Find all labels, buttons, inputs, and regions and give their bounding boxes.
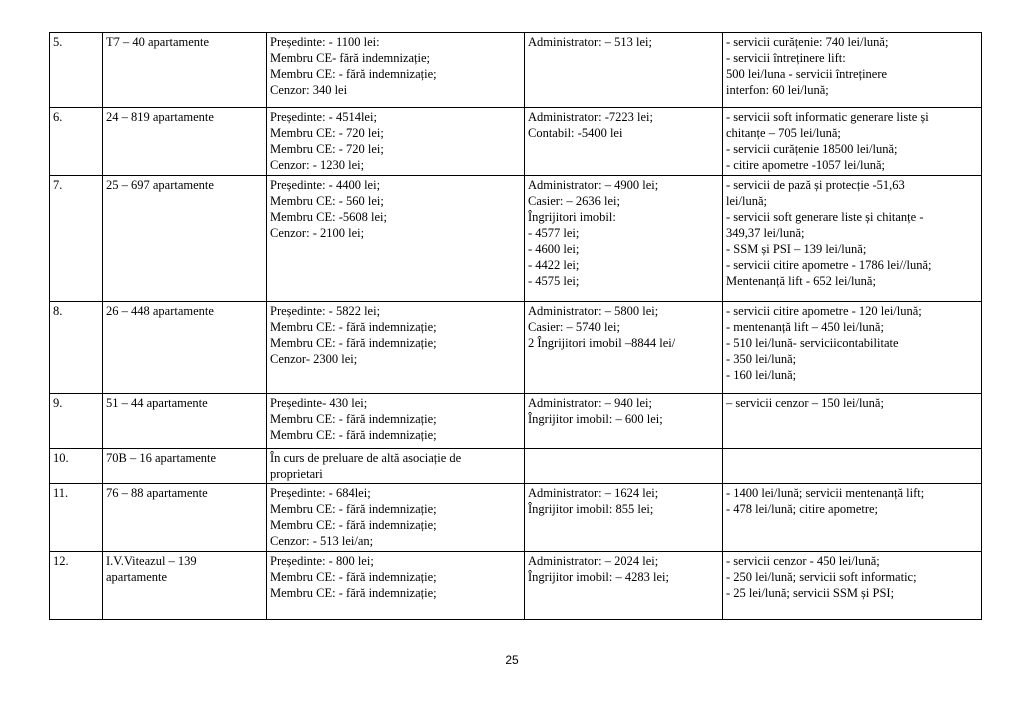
building-line: T7 – 40 apartamente xyxy=(106,35,210,49)
services-line: - 25 lei/lună; servicii SSM și PSI; xyxy=(726,586,895,600)
services-line: interfon: 60 lei/lună; xyxy=(726,83,829,97)
staff-line: - 4422 lei; xyxy=(528,258,580,272)
association-expenses-table xyxy=(49,32,982,620)
committee-cell xyxy=(267,33,525,108)
committee-line: Membru CE: - fără indemnizație; xyxy=(270,502,437,516)
committee-cell xyxy=(267,176,525,302)
staff-line: Îngrijitori imobil: xyxy=(528,210,616,224)
staff-cell xyxy=(525,302,723,394)
services-line: - servicii cenzor - 450 lei/lună; xyxy=(726,554,880,568)
building-cell xyxy=(103,176,267,302)
staff-line: Administrator: – 5800 lei; xyxy=(528,304,659,318)
row-number: 10. xyxy=(53,451,69,465)
services-line: - mentenanță lift – 450 lei/lună; xyxy=(726,320,884,334)
committee-line: Președinte: - 684lei; xyxy=(270,486,371,500)
table-row xyxy=(50,484,982,552)
building-line: 51 – 44 apartamente xyxy=(106,396,208,410)
table-row xyxy=(50,552,982,620)
row-number-cell xyxy=(50,552,103,620)
services-cell xyxy=(723,108,982,176)
staff-cell xyxy=(525,449,723,484)
building-line: 70B – 16 apartamente xyxy=(106,451,217,465)
services-line: 500 lei/luna - servicii întreținere xyxy=(726,67,888,81)
committee-line: Președinte- 430 lei; xyxy=(270,396,368,410)
staff-line: 2 Îngrijitori imobil –8844 lei/ xyxy=(528,336,676,350)
row-number-cell xyxy=(50,302,103,394)
staff-cell xyxy=(525,484,723,552)
services-line: - servicii citire apometre - 1786 lei//lună; xyxy=(726,258,932,272)
row-number: 6. xyxy=(53,110,63,124)
committee-line: Membru CE: - 720 lei; xyxy=(270,126,384,140)
staff-cell xyxy=(525,394,723,449)
building-cell xyxy=(103,394,267,449)
building-line: 26 – 448 apartamente xyxy=(106,304,214,318)
building-cell xyxy=(103,108,267,176)
committee-line: Membru CE: - fără indemnizație; xyxy=(270,67,437,81)
services-line: - 160 lei/lună; xyxy=(726,368,797,382)
services-line: lei/lună; xyxy=(726,194,767,208)
committee-line: În curs de preluare de altă asociație de xyxy=(270,451,462,465)
committee-line: proprietari xyxy=(270,467,323,481)
committee-line: Cenzor: 340 lei xyxy=(270,83,348,97)
committee-line: Membru CE: - fără indemnizație; xyxy=(270,570,437,584)
staff-line: Administrator: – 2024 lei; xyxy=(528,554,659,568)
building-line: I.V.Viteazul – 139 xyxy=(106,554,197,568)
row-number: 9. xyxy=(53,396,63,410)
building-cell xyxy=(103,484,267,552)
row-number: 11. xyxy=(53,486,69,500)
committee-line: Membru CE: - 560 lei; xyxy=(270,194,384,208)
staff-line: Îngrijitor imobil: 855 lei; xyxy=(528,502,654,516)
committee-line: Președinte: - 5822 lei; xyxy=(270,304,381,318)
services-line: - servicii curățenie 18500 lei/lună; xyxy=(726,142,898,156)
services-line: - servicii citire apometre - 120 lei/lună; xyxy=(726,304,922,318)
committee-line: Membru CE: - 720 lei; xyxy=(270,142,384,156)
services-cell xyxy=(723,302,982,394)
building-cell xyxy=(103,33,267,108)
committee-line: Cenzor: - 513 lei/an; xyxy=(270,534,374,548)
building-cell xyxy=(103,449,267,484)
row-number: 8. xyxy=(53,304,63,318)
committee-cell xyxy=(267,484,525,552)
table-row xyxy=(50,449,982,484)
committee-line: Președinte: - 4514lei; xyxy=(270,110,377,124)
staff-line: - 4577 lei; xyxy=(528,226,580,240)
building-line: 24 – 819 apartamente xyxy=(106,110,214,124)
table-row xyxy=(50,176,982,302)
table-row xyxy=(50,33,982,108)
committee-line: Membru CE: -5608 lei; xyxy=(270,210,387,224)
building-line: 25 – 697 apartamente xyxy=(106,178,214,192)
services-line: Mentenanță lift - 652 lei/lună; xyxy=(726,274,876,288)
staff-line: - 4600 lei; xyxy=(528,242,580,256)
services-line: - servicii întreținere lift: xyxy=(726,51,846,65)
table-row xyxy=(50,302,982,394)
services-line: - SSM și PSI – 139 lei/lună; xyxy=(726,242,867,256)
building-cell xyxy=(103,552,267,620)
services-line: - servicii de pază și protecție -51,63 xyxy=(726,178,905,192)
table-row xyxy=(50,108,982,176)
services-line: – servicii cenzor – 150 lei/lună; xyxy=(726,396,884,410)
committee-line: Membru CE: - fără indemnizație; xyxy=(270,518,437,532)
row-number: 7. xyxy=(53,178,63,192)
services-line: chitanțe – 705 lei/lună; xyxy=(726,126,841,140)
staff-cell xyxy=(525,552,723,620)
staff-line: Casier: – 5740 lei; xyxy=(528,320,620,334)
committee-cell xyxy=(267,394,525,449)
staff-line: Casier: – 2636 lei; xyxy=(528,194,620,208)
staff-line: Administrator: – 4900 lei; xyxy=(528,178,659,192)
committee-cell xyxy=(267,108,525,176)
services-cell xyxy=(723,552,982,620)
services-cell xyxy=(723,33,982,108)
staff-line: Administrator: – 940 lei; xyxy=(528,396,652,410)
staff-line: Administrator: -7223 lei; xyxy=(528,110,653,124)
table-body xyxy=(50,33,982,620)
services-line: - citire apometre -1057 lei/lună; xyxy=(726,158,885,172)
building-line: apartamente xyxy=(106,570,168,584)
services-line: - servicii curățenie: 740 lei/lună; xyxy=(726,35,889,49)
services-cell xyxy=(723,394,982,449)
services-line: - servicii soft informatic generare liste și xyxy=(726,110,929,124)
staff-line: Îngrijitor imobil: – 600 lei; xyxy=(528,412,663,426)
row-number-cell xyxy=(50,108,103,176)
row-number: 5. xyxy=(53,35,63,49)
services-line: - 250 lei/lună; servicii soft informatic; xyxy=(726,570,917,584)
services-line: - 350 lei/lună; xyxy=(726,352,797,366)
row-number-cell xyxy=(50,33,103,108)
committee-line: Cenzor: - 2100 lei; xyxy=(270,226,365,240)
staff-line: Contabil: -5400 lei xyxy=(528,126,623,140)
services-line: 349,37 lei/lună; xyxy=(726,226,805,240)
committee-cell xyxy=(267,449,525,484)
services-line: - servicii soft generare liste și chitanțe - xyxy=(726,210,924,224)
staff-line: - 4575 lei; xyxy=(528,274,580,288)
services-line: - 510 lei/lună- serviciicontabilitate xyxy=(726,336,899,350)
committee-line: Membru CE: - fără indemnizație; xyxy=(270,428,437,442)
row-number-cell xyxy=(50,394,103,449)
staff-line: Administrator: – 1624 lei; xyxy=(528,486,659,500)
row-number: 12. xyxy=(53,554,69,568)
row-number-cell xyxy=(50,484,103,552)
committee-line: Membru CE: - fără indemnizație; xyxy=(270,320,437,334)
committee-line: Președinte: - 1100 lei: xyxy=(270,35,380,49)
staff-line: Administrator: – 513 lei; xyxy=(528,35,652,49)
committee-cell xyxy=(267,552,525,620)
services-cell xyxy=(723,449,982,484)
services-line: - 1400 lei/lună; servicii mentenanță lift; xyxy=(726,486,925,500)
building-line: 76 – 88 apartamente xyxy=(106,486,208,500)
committee-line: Cenzor: - 1230 lei; xyxy=(270,158,365,172)
staff-line: Îngrijitor imobil: – 4283 lei; xyxy=(528,570,669,584)
services-line: - 478 lei/lună; citire apometre; xyxy=(726,502,879,516)
row-number-cell xyxy=(50,449,103,484)
services-cell xyxy=(723,484,982,552)
committee-line: Cenzor- 2300 lei; xyxy=(270,352,358,366)
building-cell xyxy=(103,302,267,394)
committee-cell xyxy=(267,302,525,394)
staff-cell xyxy=(525,176,723,302)
row-number-cell xyxy=(50,176,103,302)
committee-line: Membru CE: - fără indemnizație; xyxy=(270,336,437,350)
services-cell xyxy=(723,176,982,302)
staff-cell xyxy=(525,108,723,176)
staff-cell xyxy=(525,33,723,108)
committee-line: Președinte: - 800 lei; xyxy=(270,554,374,568)
table-row xyxy=(50,394,982,449)
committee-line: Membru CE- fără indemnizație; xyxy=(270,51,431,65)
committee-line: Președinte: - 4400 lei; xyxy=(270,178,381,192)
committee-line: Membru CE: - fără indemnizație; xyxy=(270,586,437,600)
page-number: 25 xyxy=(505,653,519,667)
committee-line: Membru CE: - fără indemnizație; xyxy=(270,412,437,426)
